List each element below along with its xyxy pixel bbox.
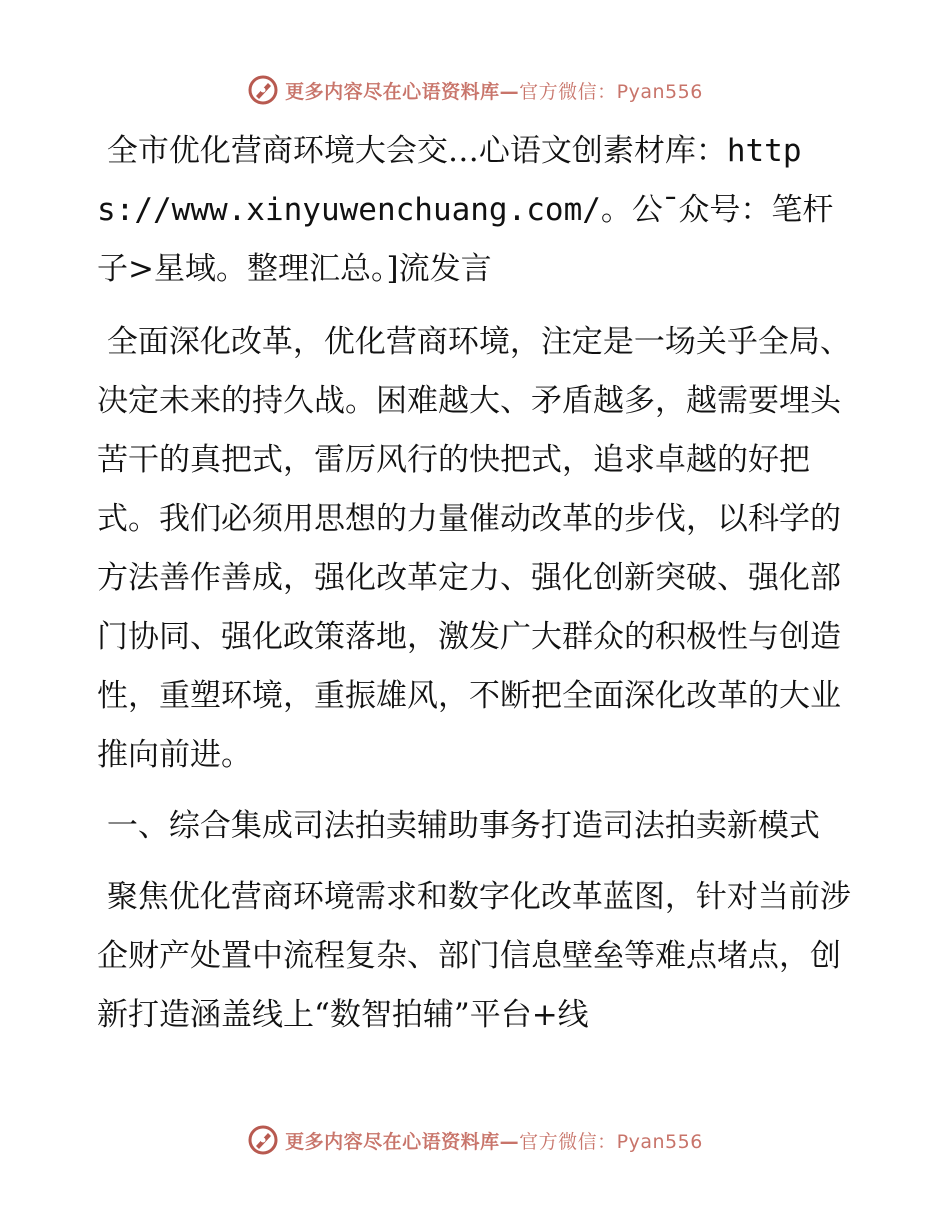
- document-title: [97, 122, 857, 299]
- header-banner-inner: [247, 74, 703, 106]
- title-part2: 。公¯众号：笔杆子>星域。整理汇总。]流发言: [97, 192, 834, 287]
- document-body: [97, 122, 857, 1057]
- section-heading-1: 一、综合集成司法拍卖辅助事务打造司法拍卖新模式: [97, 808, 820, 844]
- title-part1: 全市优化营商环境大会交…心语文创素材库：: [97, 133, 727, 169]
- paragraph-intro: 全面深化改革，优化营商环境，注定是一场关乎全局、决定未来的持久战。困难越大、矛盾越多，越需要埋头苦干的真把式，雷厉风行的快把式，追求卓越的好把式。我们必须用思想的力量催动改革的步伐，以科学的方法善作善成，强化改革定力、强化创新突破、强化部门协同、强化政策落地，激发广大群众的积极性与创造性，重塑环境，重振雄风，不断把全面深化改革的大业推向前进。: [97, 324, 851, 773]
- header-banner: [0, 70, 950, 110]
- banner-text: 更多内容尽在心语资料库—官方微信：Pyan556: [285, 80, 703, 103]
- pen-logo-icon: [247, 1124, 279, 1156]
- pen-logo-icon: [247, 74, 279, 106]
- footer-banner: [0, 1120, 950, 1160]
- footer-banner-inner: [247, 1124, 703, 1156]
- paragraph-section-1: 聚焦优化营商环境需求和数字化改革蓝图，针对当前涉企财产处置中流程复杂、部门信息壁垒等难点堵点，创新打造涵盖线上“数智拍辅”平台+线: [97, 879, 851, 1033]
- banner-text: 更多内容尽在心语资料库—官方微信：Pyan556: [285, 1130, 703, 1153]
- title-url: https://www.xinyuwenchuang.com/: [97, 133, 802, 228]
